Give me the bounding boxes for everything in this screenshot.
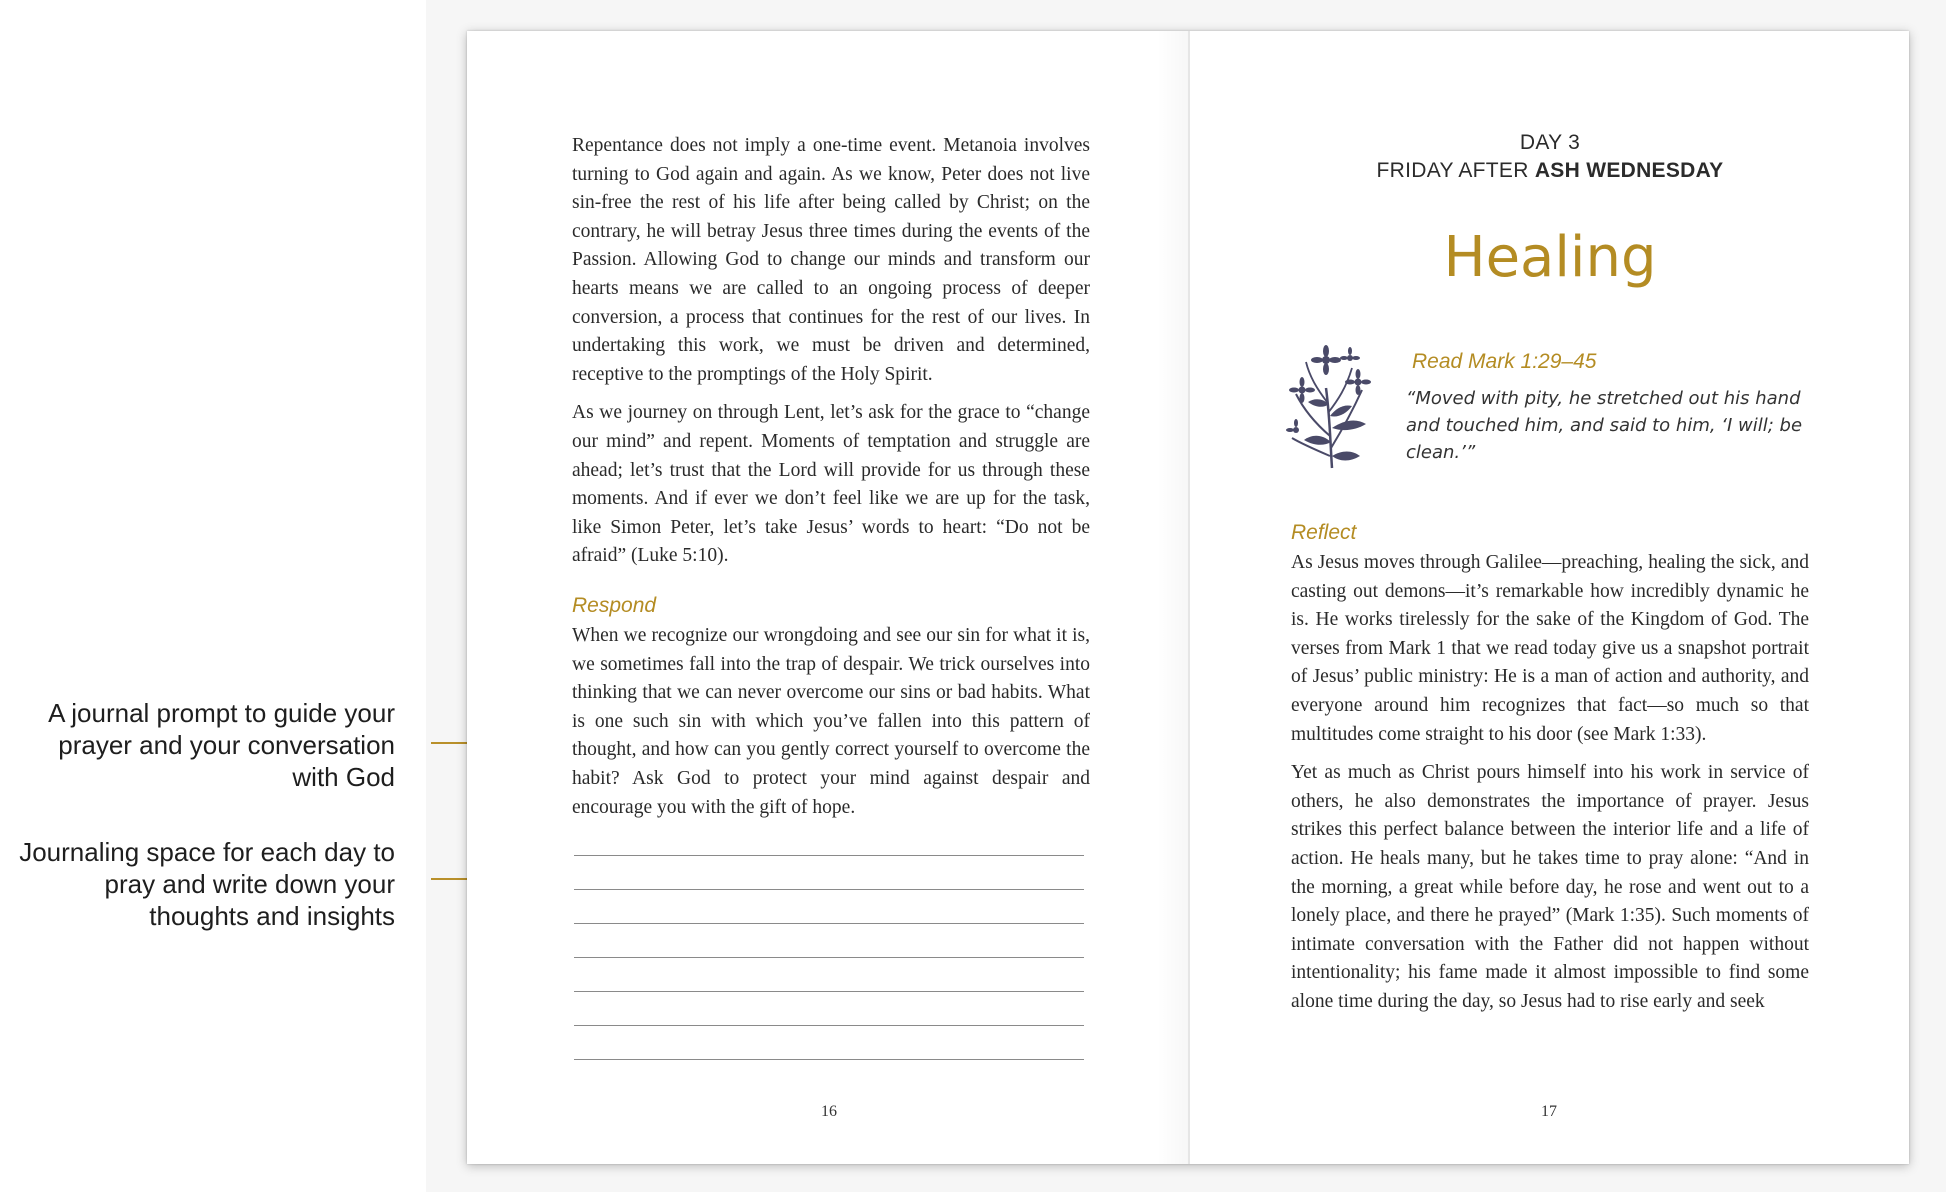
page-number-right: 17 (1541, 1103, 1557, 1120)
reflect-heading: Reflect (1291, 521, 1357, 544)
journal-prompt-callout: A journal prompt to guide your prayer and your conversation with God (48, 698, 395, 792)
gutter-shade (1157, 31, 1188, 1164)
journal-line[interactable] (574, 991, 1084, 992)
journal-line[interactable] (574, 855, 1084, 856)
respond-text: When we recognize our wrongdoing and see our sin for what it is, we sometimes fall into the trap of despair. We trick ourselves into thinking that we can never overcome our sins or bad habits. What is one such sin with which you’ve fallen into this pattern of thought, and how can you gently correct yourself to overcome the habit? Ask God to protect your mind against despair and encourage you with the gift of hope. (572, 625, 1090, 818)
liturgical-day (1300, 159, 1800, 183)
journal-line[interactable] (574, 957, 1084, 958)
read-scripture-heading: Read Mark 1:29–45 (1412, 350, 1597, 373)
liturgical-day-bold: ASH WEDNESDAY (1534, 159, 1724, 182)
reflect-paragraph-2: Yet as much as Christ pours himself into his work in service of others, he also demonstrates the importance of prayer. Jesus strikes this perfect balance between the interior life and a life of action. He heals many, but he takes time to pray alone: “And in the morning, a great while before day, he rose and went out to a lonely place, and there he prayed” (Mark 1:35). Such moments of intimate conversation with the Father did not happen without intentionality; his fame made it almost impossible to find some alone time during the day, so Jesus had to rise early and seek (1291, 762, 1809, 1012)
reflect-paragraph-1: As Jesus moves through Galilee—preaching, healing the sick, and casting out demons—it’s remarkable how incredibly dynamic he is. He works tirelessly for the sake of the Kingdom of God. The verses from Mark 1 that we read today give us a snapshot portrait of Jesus’ public ministry: He is a man of action and authority, and everyone around him recognizes that fact—so much so that multitudes come straight to his door (see Mark 1:33). (1291, 552, 1809, 745)
right-page-body (1291, 549, 1809, 1027)
page-title: Healing (1443, 225, 1657, 290)
respond-prompt (572, 622, 1090, 832)
page-number-left: 16 (821, 1103, 837, 1120)
day-number: DAY 3 (1519, 131, 1581, 154)
journaling-space-callout: Journaling space for each day to pray and write down your thoughts and insights (19, 837, 395, 931)
journal-line[interactable] (574, 1059, 1084, 1060)
liturgical-day-prefix: FRIDAY AFTER (1376, 159, 1535, 182)
journal-line[interactable] (574, 923, 1084, 924)
respond-heading: Respond (572, 594, 657, 617)
paragraph-repentance: Repentance does not imply a one-time event. Metanoia involves turning to God again and again. As we know, Peter does not live sin-free the rest of his life after being called by Christ; on the contrary, he will betray Jesus three times during the events of the Passion. Allowing God to change our minds and transform our hearts means we are called to an ongoing process of deeper conversion, a process that continues for the rest of our lives. In undertaking this work, we must be driven and determined, receptive to the promptings of the Holy Spirit. (572, 135, 1090, 385)
scripture-quote: “Moved with pity, he stretched out his hand and touched him, and said to him, ‘I will; be clean.’” (1406, 388, 1803, 463)
journal-line[interactable] (574, 889, 1084, 890)
book-gutter (1188, 31, 1190, 1164)
left-page-body (572, 132, 1090, 581)
paragraph-journey: As we journey on through Lent, let’s ask for the grace to “change our mind” and repent. Moments of temptation and struggle are ahead; let’s trust that the Lord will provide for us through these moments. And if ever we don’t feel like we are up for the task, like Simon Peter, let’s take Jesus’ words to heart: “Do not be afraid” (Luke 5:10). (572, 402, 1090, 567)
flower-illustration-icon (1286, 338, 1386, 473)
journal-line[interactable] (574, 1025, 1084, 1026)
